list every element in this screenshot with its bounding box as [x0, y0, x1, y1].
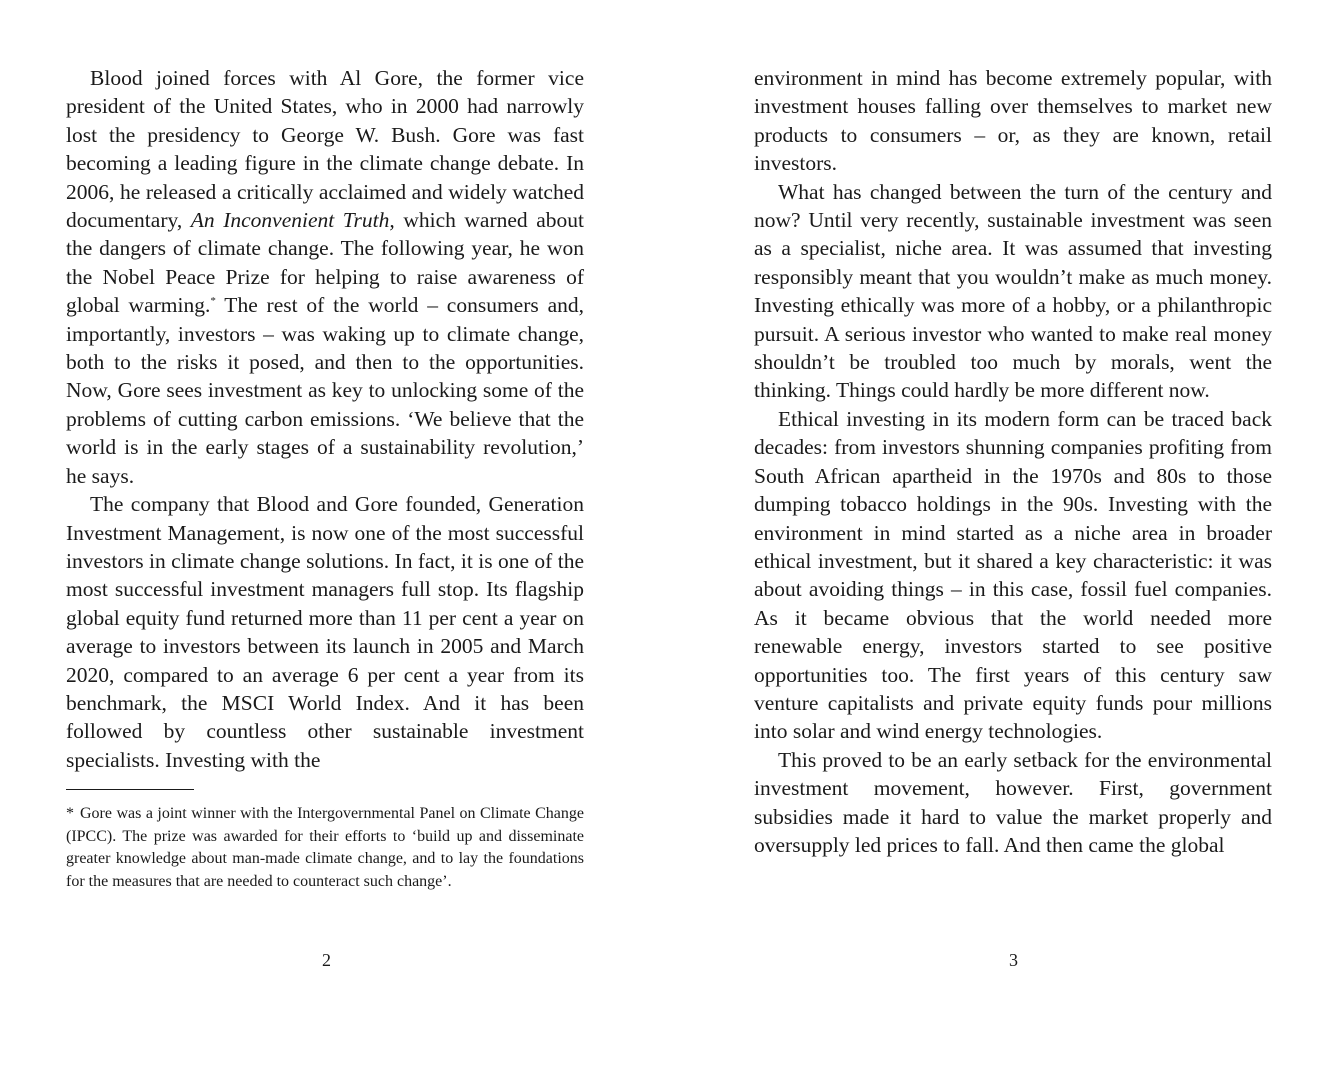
- paragraph: [66, 64, 584, 490]
- footnote-mark: *: [66, 805, 74, 822]
- left-page: [66, 64, 584, 774]
- footnote: [66, 803, 584, 893]
- paragraph: The company that Blood and Gore founded, Generation Investment Management, is now one of the most successful investors in climate change solutions. In fact, it is one of the most successful investment managers full stop. Its flagship global equity fund returned more than 11 per cent a year on average to investors between its launch in 2005 and March 2020, compared to an average 6 per cent a year from its benchmark, the MSCI World Index. And it has been followed by countless other sustainable investment specialists. Investing with the: [66, 492, 584, 772]
- film-title: An Inconvenient Truth,: [190, 208, 395, 233]
- footnote-reference[interactable]: *: [210, 295, 216, 308]
- page-number-right: 3: [1009, 950, 1018, 970]
- paragraph-text: which warned about the dangers of climate change. The following year, he won the Nobel Peace Prize for helping to raise awareness of global warming.: [66, 208, 584, 318]
- paragraph: This proved to be an early setback for the environmental investment movement, however. First, government subsidies made it hard to value the market properly and oversupply led prices to fall. And then came the global: [754, 747, 1272, 857]
- paragraph: What has changed between the turn of the century and now? Until very recently, sustainable investment was seen as a specialist, niche area. It was assumed that investing responsibly meant that you wouldn’t make as much money. Investing ethically was more of a hobby, or a philanthropic pursuit. A serious investor who wanted to make real money shouldn’t be troubled too much by morals, went the thinking. Things could hardly be more different now.: [754, 179, 1272, 403]
- footnote-text: Gore was a joint winner with the Intergovernmental Panel on Climate Change (IPCC). The prize was awarded for their efforts to ‘build up and disseminate greater knowledge about man-made climate change, and to lay the foundations for the measures that are needed to counteract such change’.: [66, 805, 584, 890]
- right-page: [754, 64, 1272, 859]
- paragraph: Ethical investing in its modern form can be traced back decades: from investors shunning companies profiting from South African apartheid in the 1970s and 80s to those dumping tobacco holdings in the 90s. Investing with the environment in mind started as a niche area in broader ethical investment, but it shared a key characteristic: it was about avoiding things – in this case, fossil fuel companies. As it became obvious that the world needed more renewable energy, investors started to see positive opportunities too. The first years of this century saw venture capitalists and private equity funds pour millions into solar and wind energy technologies.: [754, 406, 1272, 744]
- paragraph: environment in mind has become extremely popular, with investment houses falling over themselves to market new products to consumers – or, as they are known, retail investors.: [754, 66, 1272, 176]
- paragraph-text: The rest of the world – consumers and, importantly, investors – was waking up to climate change, both to the risks it posed, and then to the opportunities. Now, Gore sees investment as key to unlocking some of the problems of cutting carbon emissions. ‘We believe that the world is in the early stages of a sustainability revolution,’ he says.: [66, 293, 584, 488]
- footnote-divider: [66, 789, 194, 790]
- page-number-left: 2: [322, 950, 331, 970]
- paragraph-text: Blood joined forces with Al Gore, the former vice president of the United States, who in 2000 had narrowly lost the presidency to George W. Bush. Gore was fast becoming a leading figure in the climate change debate. In 2006, he released a critically acclaimed and widely watched documentary,: [66, 66, 584, 233]
